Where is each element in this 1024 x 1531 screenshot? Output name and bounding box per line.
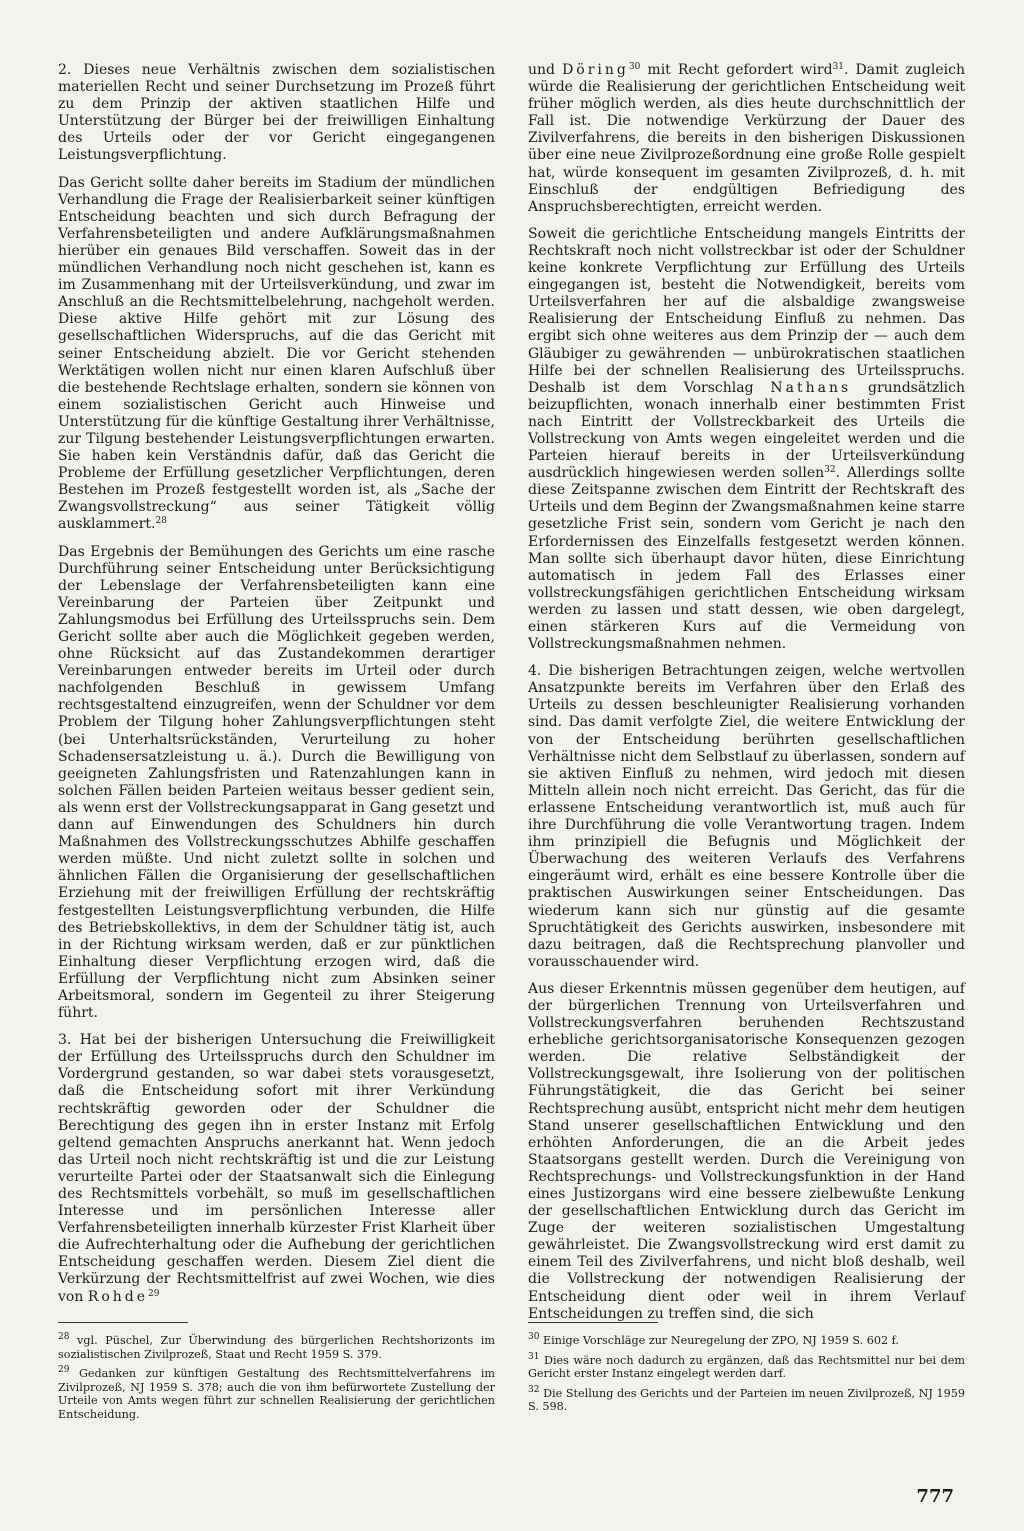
footnote: $^{29}$ Gedanken zur künftigen Gestaltung des Rechtsmittelverfahrens im Zivilprozeß, NJ 1959 S. 378; auch die von ihm befürwortete Zustellung der Urteile von Amts wegen führt zur schnellen Realisierung der gerichtlichen Entscheidung. xyxy=(58,1365,495,1421)
footnotes-right xyxy=(528,1334,965,1420)
footnote: $^{28}$ vgl. Püschel, Zur Überwindung des bürgerlichen Rechtshorizonts im sozialistischen Zivilprozeß, Staat und Recht 1959 S. 379. xyxy=(58,1332,495,1361)
footnotes-left xyxy=(58,1334,495,1428)
footnote: $^{32}$ Die Stellung des Gerichts und der Parteien im neuen Zivilprozeß, NJ 1959 S. 598. xyxy=(528,1384,965,1414)
footnote-ref: 31 xyxy=(832,62,844,72)
footnote-ref: 29 xyxy=(148,1288,160,1299)
paragraph: 4. Die bisherigen Betrachtungen zeigen, welche wertvollen Ansatzpunkte bereits im Verfahren über den Erlaß des Urteils zu dessen beschleunigter Realisierung vorhanden sind. Das damit verfolgte Ziel, die weitere Entwicklung der von der Entscheidung berührten gesellschaftlichen Verhältnisse nicht dem Selbstlauf zu überlassen, sondern auf sie aktiven Einfluß zu nehmen, wird jedoch mit diesen Mitteln allein noch nicht erreicht. Das Gericht, das für die erlassene Entscheidung verantwortlich ist, muß auch für ihre Durchführung die volle Verantwortung tragen. Indem ihm prinzipiell die Befugnis und Möglichkeit der Überwachung des weiteren Verlaufs des Verfahrens eingeräumt wird, erhält es eine bessere Kontrolle über die praktischen Auswirkungen seiner Entscheidungen. Das wiederum kann sich nur günstig auf die gesamte Spruchtätigkeit des Gerichts auswirken, insbesondere mit dazu beitragen, daß die Rechtsprechung planvoller und vorausschauender wird. xyxy=(528,663,965,970)
paragraph: Soweit die gerichtliche Entscheidung mangels Eintritts der Rechtskraft noch nicht vollstreckbar ist oder der Schuldner keine konkrete Verpflichtung zur Erfüllung des Urteils eingegangen ist, besteht die Notwendigkeit, bereits vom Urteilsverfahren her auf die alsbaldige zwangsweise Realisierung der Entscheidung Einfluß zu nehmen. Das ergibt sich ohne weiteres aus dem Prinzip der — auch dem Gläubiger zu gewährenden — unbürokratischen staatlichen Hilfe bei der schnellen Realisierung des Urteilsspruchs. Deshalb ist dem Vorschlag Nathans grundsätzlich beizupflichten, wonach innerhalb einer bestimmten Frist nach Eintritt der Vollstreckbarkeit des Urteils die Vollstreckung von Amts wegen eingeleitet werden und die Parteien hierauf bereits in der Urteilsverkündung ausdrücklich hingewiesen werden sollen$^{32}$. Allerdings sollte diese Zeitspanne zwischen dem Eintritt der Rechtskraft des Urteils und dem Beginn der Zwangsmaßnahmen keine starre gesetzliche Frist sein, sondern vom Gericht je nach den Erfordernissen des Einzelfalls festgesetzt werden können. Man sollte sich überhaupt davor hüten, diese Einrichtung automatisch in jedem Fall des Erlasses einer vollstreckungsfähigen gerichtlichen Entscheidung wirksam werden zu lassen und statt dessen, wie oben dargelegt, einen stärkeren Kurs auf die Vermeidung von Vollstreckungsmaßnahmen nehmen. xyxy=(528,225,966,653)
footnote-ref: 32 xyxy=(824,465,836,476)
footnote-divider xyxy=(58,1322,188,1323)
paragraph: 3. Hat bei der bisherigen Untersuchung die Freiwilligkeit der Erfüllung des Urteilsspruchs durch den Schuldner im Vordergrund gestanden, so war dabei stets vorausgesetzt, daß die Entscheidung sofort mit ihrer Verkündung rechtskräftig geworden oder der Schuldner die Berechtigung des gegen ihn in erster Instanz mit Erfolg geltend gemachten Anspruchs anerkannt hat. Wenn jedoch das Urteil noch nicht rechtskräftig ist und die zur Leistung verurteilte Partei oder der Staatsanwalt sich die Einlegung des Rechtsmittels vorbehält, so muß im gesellschaftlichen Interesse und im persönlichen Interesse aller Verfahrensbeteiligten innerhalb kürzester Frist Klarheit über die Aufrechterhaltung oder die Aufhebung der gerichtlichen Entscheidung geschaffen werden. Diesem Ziel dient die Verkürzung der Rechtsmittelfrist auf zwei Wochen, wie dies von Rohde$^{29}$ xyxy=(58,1032,495,1305)
footnote-divider xyxy=(528,1322,658,1323)
page-number: 777 xyxy=(916,1486,954,1507)
paragraph: 2. Dieses neue Verhältnis zwischen dem sozialistischen materiellen Recht und seiner Durchsetzung im Prozeß führt zu dem Prinzip der aktiven staatlichen Hilfe und Unterstützung der Bürger bei der freiwilligen Einhaltung des Urteils oder der vor Gericht eingegangenen Leistungsverpflichtung. xyxy=(58,62,495,164)
footnote-ref: 28 xyxy=(155,516,167,527)
author-name: Döring xyxy=(562,62,629,78)
paragraph: Das Gericht sollte daher bereits im Stadium der mündlichen Verhandlung die Frage der Realisierbarkeit seiner künftigen Entscheidung beachten und sich durch Befragung der Verfahrensbeteiligten und andere Aufklärungsmaßnahmen hierüber ein genaues Bild verschaffen. Soweit das in der mündlichen Verhandlung noch nicht geschehen ist, kann es im Zusammenhang mit der Urteilsverkündung, und zwar im Anschluß an die Rechtsmittelbelehrung, nachgeholt werden. Diese aktive Hilfe gehört mit zur Lösung des gesellschaftlichen Widerspruchs, auf die das Gericht mit seiner Entscheidung abzielt. Die vor Gericht stehenden Werktätigen wollen nicht nur einen klaren Aufschluß über die bestehende Rechtslage erhalten, sondern sie können von einem sozialistischen Gericht auch Hinweise und Unterstützung für die künftige Gestaltung ihrer Verhältnisse, zur Tilgung bestehender Leistungsverpflichtungen erwarten. Sie haben kein Verständnis dafür, daß das Gericht die Probleme der Erfüllung gesetzlicher Verpflichtungen, deren Bestehen im Prozeß festgestellt worden ist, als „Sache der Zwangsvollstreckung“ aus seiner Tätigkeit völlig ausklammert.$^{28}$ xyxy=(58,174,495,533)
paragraph: und Döring$^{30}$ mit Recht gefordert wird$^{31}$. Damit zugleich würde die Realisierung der gerichtlichen Entscheidung weit früher möglich werden, als dies heute durchschnittlich der Fall ist. Die notwendige Verkürzung der Dauer des Zivilverfahrens, die bereits in den bisherigen Diskussionen über eine neue Zivilprozeßordnung eine große Rolle gespielt hat, würde konsequent im gesamten Zivilprozeß, d. h. mit Einschluß der endgültigen Befriedigung des Anspruchsberechtigten, erreicht werden. xyxy=(528,62,965,215)
footnote: $^{30}$ Einige Vorschläge zur Neuregelung der ZPO, NJ 1959 S. 602 f. xyxy=(528,1332,899,1347)
paragraph: Aus dieser Erkenntnis müssen gegenüber dem heutigen, auf der bürgerlichen Trennung von Urteilsverfahren und Vollstreckungsverfahren beruhenden Rechtszustand erhebliche gerichtsorganisatorische Konsequenzen gezogen werden. Die relative Selbständigkeit der Vollstreckungsgewalt, ihre Isolierung von der politischen Führungstätigkeit, die das Gericht bei seiner Rechtsprechung ausübt, entspricht nicht mehr dem heutigen Stand unserer gesellschaftlichen Entwicklung und den erhöhten Anforderungen, die an die Arbeit jedes Staatsorgans gestellt werden. Durch die Vereinigung von Rechtsprechungs- und Vollstreckungsfunktion in der Hand eines Justizorgans wird eine bessere zielbewußte Lenkung der gesellschaftlichen Entwicklung durch das Gericht im Zuge der weiteren sozialistischen Umgestaltung gewährleistet. Die Zwangsvollstreckung wird erst damit zu einem Teil des Zivilverfahrens, und nicht bloß deshalb, weil die Vollstreckung der notwendigen Realisierung der Entscheidung dient oder weil in ihrem Verlauf Entscheidungen zu treffen sind, die sich xyxy=(528,980,965,1322)
paragraph: Das Ergebnis der Bemühungen des Gerichts um eine rasche Durchführung seiner Entscheidung unter Berücksichtigung der Lebenslage der Verfahrensbeteiligten kann eine Vereinbarung der Parteien über Zeitpunkt und Zahlungsmodus bei Erfüllung des Urteilsspruchs sein. Dem Gericht sollte aber auch die Möglichkeit gegeben werden, ohne Rücksicht auf das Zustandekommen derartiger Vereinbarungen entweder bereits im Urteil oder durch nachfolgenden Beschluß in gewissem Umfang rechtsgestaltend einzugreifen, wenn der Schuldner vor dem Problem der Tilgung hoher Zahlungsverpflichtungen steht (bei Unterhaltsrückständen, Verurteilung zu hoher Schadensersatzleistung u. ä.). Durch die Bewilligung von geeigneten Zahlungsfristen und Ratenzahlungen kann in solchen Fällen beiden Parteien weitaus besser gedient sein, als wenn erst der Vollstreckungsapparat in Gang gesetzt und dann auf Einwendungen des Schuldners hin durch Maßnahmen des Vollstreckungsschutzes Abhilfe geschaffen werden müßte. Und nicht zuletzt sollte in solchen und ähnlichen Fällen die Organisierung der gesellschaftlichen Erziehung mit der freiwilligen Erfüllung der rechtskräftig festgestellten Leistungsverpflichtung verbunden, die Hilfe des Betriebskollektivs, in dem der Schuldner tätig ist, auch in der Richtung wirksam werden, daß er zur pünktlichen Einhaltung dieser Verpflichtung erzogen wird, daß die Erfüllung der Verpflichtung nicht zum Absinken seiner Arbeitsmoral, sondern im Gegenteil zu ihrer Steigerung führt. xyxy=(58,543,495,1022)
footnote: $^{31}$ Dies wäre noch dadurch zu ergänzen, daß das Rechtsmittel nur bei dem Gericht erster Instanz eingelegt werden darf. xyxy=(528,1351,965,1381)
author-name: Rohde xyxy=(87,1288,149,1305)
left-column xyxy=(58,62,495,1316)
author-name: Nathans xyxy=(770,379,852,396)
footnote-ref: 30 xyxy=(628,62,641,72)
right-column xyxy=(528,62,965,1333)
